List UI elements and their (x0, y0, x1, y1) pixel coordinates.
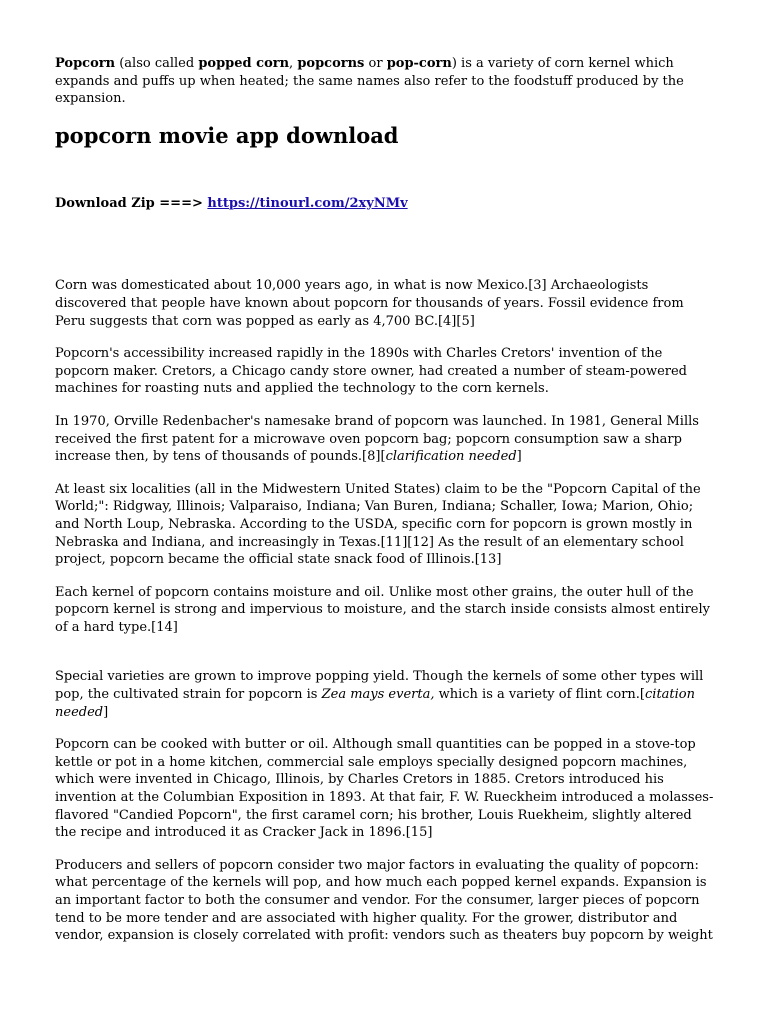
body-paragraph: Popcorn's accessibility increased rapidly in the 1890s with Charles Cretors' invention of the popcorn maker. Cretors, a Chicago candy store owner, had created a number of steam-powered machines for roasting nuts and applied the technology to the corn kernels. (55, 346, 687, 397)
paragraph-text: ] (516, 449, 522, 465)
body-paragraph: Each kernel of popcorn contains moisture and oil. Unlike most other grains, the outer hull of the popcorn kernel is strong and impervious to moisture, and the starch inside consists almost entirely of a hard type.[14] (55, 584, 711, 635)
intro-text: ) is a variety of corn kernel which expands and puffs up when heated; the same names also refer to the foodstuff produced by the expansion. (55, 56, 684, 107)
intro-text: , (289, 56, 298, 71)
page-title: popcorn movie app download (55, 122, 399, 148)
intro-text: (also called (115, 56, 199, 71)
intro-term: Popcorn (55, 56, 116, 71)
intro-term: popcorns (297, 56, 365, 71)
paragraph-text: Special varieties are grown to improve popping yield. Though the kernels of some other types will pop, the cultivated strain for popcorn is (55, 669, 704, 703)
download-link[interactable]: https://tinourl.com/2xyNMv (207, 195, 408, 211)
body-paragraph (55, 668, 715, 721)
species-name: Zea mays everta, (321, 687, 435, 703)
download-label: Download Zip ===> (55, 195, 208, 211)
body-paragraph: Corn was domesticated about 10,000 years ago, in what is now Mexico.[3] Archaeologists discovered that people have known about popcorn for thousands of years. Fossil evidence from Peru suggests that corn was popped as early as 4,700 BC.[4][5] (55, 278, 684, 329)
body-paragraph: Popcorn can be cooked with butter or oil. Although small quantities can be popped in a stove-top kettle or pot in a home kitchen, commercial sale employs specially designed popcorn machines, which were invented in Chicago, Illinois, by Charles Cretors in 1885. Cretors introduced his invention at the Columbian Exposition in 1893. At that fair, F. W. Rueckheim introduced a molasses-flavored "Candied Popcorn", the first caramel corn; his brother, Louis Ruekheim, slightly altered the recipe and introduced it as Cracker Jack in 1896.[15] (55, 737, 714, 841)
intro-text: or (364, 56, 387, 71)
citation-note: citation needed (55, 687, 695, 720)
intro-paragraph (55, 55, 715, 108)
paragraph-text: which is a variety of flint corn.[ (434, 687, 645, 703)
clarification-note: clarification needed (385, 449, 517, 465)
body-paragraph (55, 413, 715, 466)
body-paragraph: At least six localities (all in the Midwestern United States) claim to be the "Popcorn Capital of the World;": Ridgway, Illinois; Valparaiso, Indiana; Van Buren, Indiana; Schaller, Iowa; Marion, Ohio; and North Loup, Nebraska. According to the USDA, specific corn for popcorn is grown mostly in Nebraska and Indiana, and increasingly in Texas.[11][12] As the result of an elementary school project, popcorn became the official state snack food of Illinois.[13] (55, 481, 701, 568)
body-paragraph: Producers and sellers of popcorn consider two major factors in evaluating the quality of popcorn: what percentage of the kernels will pop, and how much each popped kernel expands. Expansion is an important factor to both the consumer and vendor. For the consumer, larger pieces of popcorn tend to be more tender and are associated with higher quality. For the grower, distributor and vendor, expansion is closely correlated with profit: vendors such as theaters buy popcorn by weight (55, 857, 713, 944)
download-line (55, 195, 715, 213)
paragraph-text: ] (103, 704, 109, 720)
paragraph-text: In 1970, Orville Redenbacher's namesake brand of popcorn was launched. In 1981, General Mills received the first patent for a microwave oven popcorn bag; popcorn consumption saw a sharp increase then, by tens of thousands of pounds.[8][ (55, 413, 699, 465)
document-page (55, 55, 715, 960)
intro-term: pop-corn (386, 56, 452, 71)
intro-term: popped corn (198, 56, 290, 71)
